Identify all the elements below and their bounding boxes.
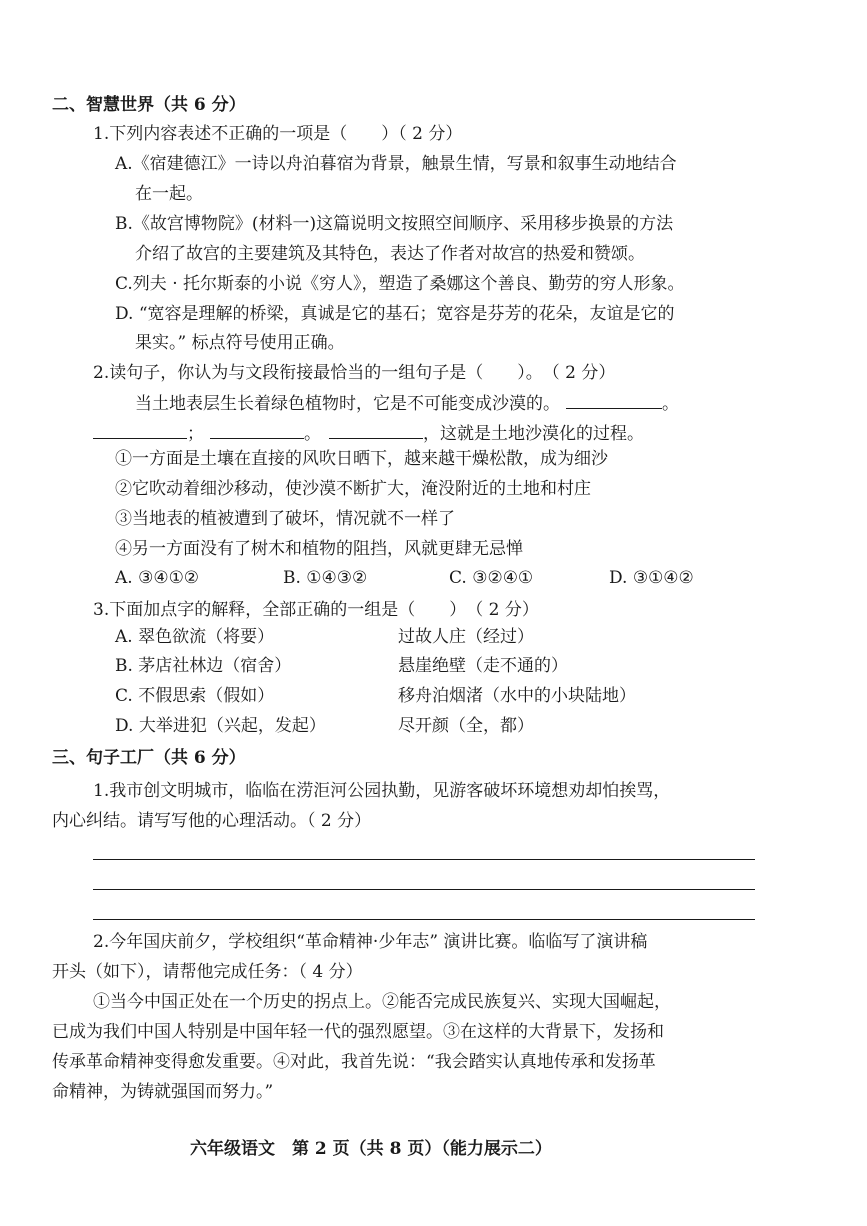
section-heading-2: 二、智慧世界（共 6 分）: [52, 95, 246, 115]
fill-blank-1[interactable]: [566, 392, 662, 409]
q2-passage-line1: [135, 392, 679, 416]
speech-para-line4: 命精神，为铸就强国而努力。”: [52, 1082, 274, 1102]
q2-sentence-1: ①一方面是土壤在直接的风吹日晒下，越来越干燥松散，成为细沙: [115, 449, 608, 469]
q3-row-d-left: D. 大举进犯（兴起，发起）: [115, 716, 326, 736]
page-footer: 六年级语文 第 2 页（共 8 页）（能力展示二）: [190, 1139, 552, 1159]
q3-row-b-right: 悬崖绝壁（走不通的）: [398, 656, 568, 676]
q2-passage-tail: ，这就是土地沙漠化的过程。: [423, 424, 644, 444]
q3-row-a-left: A. 翠色欲流（将要）: [115, 627, 275, 647]
q3-row-b-left: B. 茅店社林边（宿舍）: [115, 656, 292, 676]
question-3-stem: 3.下面加点字的解释，全部正确的一组是（ ） （ 2 分）: [93, 600, 539, 620]
s3-q2-line2: 开头（如下），请帮他完成任务：（ 4 分）: [52, 962, 363, 982]
q2-sep-2: 。: [304, 424, 321, 444]
s3-q1-line1: 1.我市创文明城市，临临在涝洰河公园执勤，见游客破坏环境想劝却怕挨骂，: [93, 781, 671, 801]
section-heading-3: 三、句子工厂（共 6 分）: [52, 748, 246, 768]
answer-line-3[interactable]: [93, 919, 755, 920]
speech-para-line3: 传承革命精神变得愈发重要。④对此，我首先说：“我会踏实认真地传承和发扬革: [52, 1052, 656, 1072]
q1-option-b-line2: 介绍了故宫的主要建筑及其特色，表达了作者对故宫的热爱和赞颂。: [135, 244, 645, 264]
s3-q1-line2: 内心纠结。请写写他的心理活动。（ 2 分）: [52, 811, 372, 831]
q2-option-a[interactable]: A. ③④①②: [115, 568, 200, 588]
q2-sep-1: ；: [187, 424, 204, 444]
answer-line-1[interactable]: [93, 859, 755, 860]
q3-row-c-left: C. 不假思索（假如）: [115, 686, 275, 706]
q2-option-d[interactable]: D. ③①④②: [609, 568, 694, 588]
q1-option-b-line1: B.《故宫博物院》(材料一)这篇说明文按照空间顺序、采用移步换景的方法: [115, 214, 674, 234]
fill-blank-4[interactable]: [329, 422, 423, 439]
q3-row-a-right: 过故人庄（经过）: [398, 627, 534, 647]
fill-blank-3[interactable]: [210, 422, 304, 439]
q2-sentence-3: ③当地表的植被遭到了破坏，情况就不一样了: [115, 509, 455, 529]
q2-passage-line2: [93, 422, 644, 446]
q2-sentence-4: ④另一方面没有了树木和植物的阻挡，风就更肆无忌惮: [115, 539, 523, 559]
speech-para-line1: ①当今中国正处在一个历史的拐点上。②能否完成民族复兴、实现大国崛起，: [93, 992, 671, 1012]
q1-option-c: C.列夫 · 托尔斯泰的小说《穷人》，塑造了桑娜这个善良、勤劳的穷人形象。: [115, 274, 685, 294]
question-2-stem: 2.读句子，你认为与文段衔接最恰当的一组句子是（ ）。 （ 2 分）: [93, 363, 616, 383]
q2-option-b[interactable]: B. ①④③②: [283, 568, 368, 588]
q1-option-d-line2: 果实。” 标点符号使用正确。: [135, 333, 345, 353]
answer-line-2[interactable]: [93, 889, 755, 890]
question-1-stem: 1.下列内容表述不正确的一项是（ ）（ 2 分）: [93, 124, 463, 144]
q1-option-a-line2: 在一起。: [135, 184, 203, 204]
q1-option-a-line1: A.《宿建德江》一诗以舟泊暮宿为背景，触景生情，写景和叙事生动地结合: [115, 154, 677, 174]
q3-row-d-right: 尽开颜（全，都）: [398, 716, 534, 736]
q2-sentence-2: ②它吹动着细沙移动，使沙漠不断扩大，淹没附近的土地和村庄: [115, 479, 591, 499]
q2-option-c[interactable]: C. ③②④①: [449, 568, 534, 588]
fill-blank-2[interactable]: [93, 422, 187, 439]
q2-passage-end: 。: [662, 394, 679, 414]
speech-para-line2: 已成为我们中国人特别是中国年轻一代的强烈愿望。③在这样的大背景下，发扬和: [52, 1022, 664, 1042]
q3-row-c-right: 移舟泊烟渚（水中的小块陆地）: [398, 686, 636, 706]
q2-passage-text: 当土地表层生长着绿色植物时，它是不可能变成沙漠的。: [135, 394, 560, 414]
q1-option-d-line1: D. “宽容是理解的桥梁，真诚是它的基石；宽容是芬芳的花朵，友谊是它的: [115, 304, 675, 324]
s3-q2-line1: 2.今年国庆前夕，学校组织“革命精神·少年志” 演讲比赛。临临写了演讲稿: [93, 932, 648, 952]
